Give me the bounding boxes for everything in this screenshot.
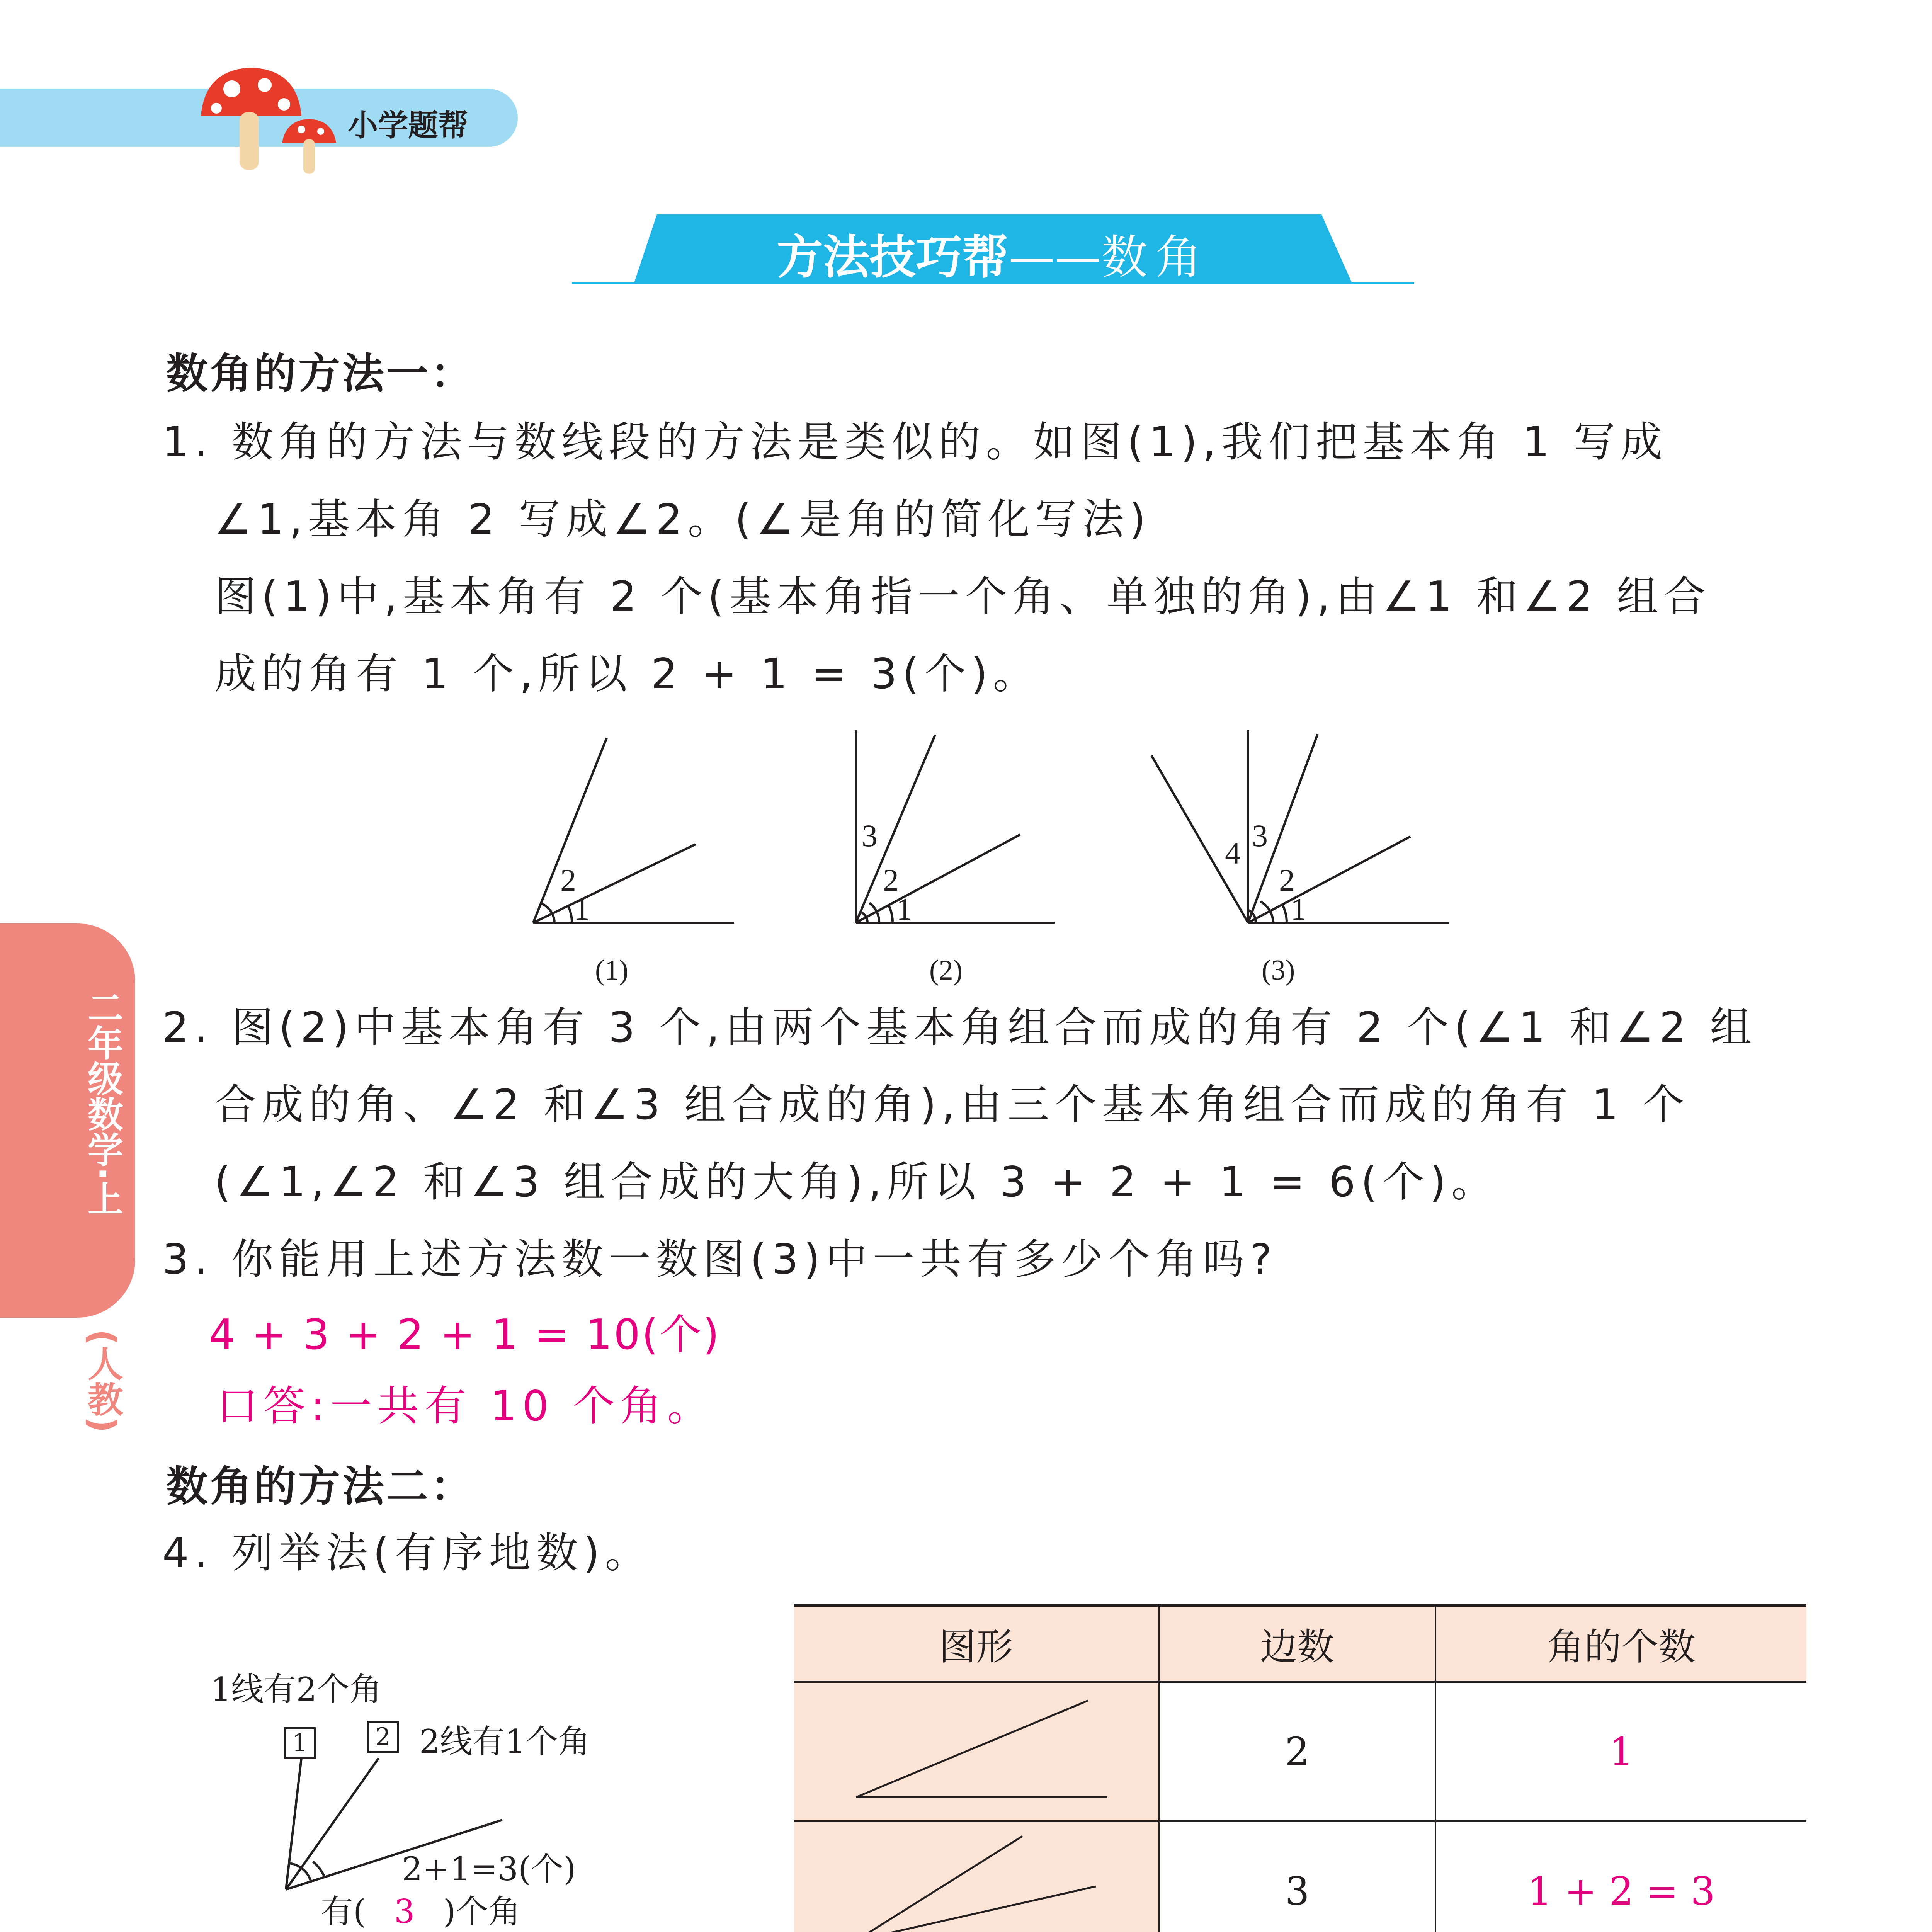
method1-heading: 数角的方法一： <box>166 350 475 398</box>
diagA-label-line1: 1线有2个角 <box>211 1670 382 1708</box>
fig2-ray-a <box>856 835 1020 923</box>
fig2-label-1: 1 <box>896 891 912 927</box>
fig3-label-3: 3 <box>1252 818 1268 853</box>
method1-p1-line3: 图(1)中,基本角有 2 个(基本角指一个角、单独的角),由∠1 和∠2 组合 <box>214 573 1711 621</box>
method1-q3-answer-text: 口答:一共有 10 个角。 <box>216 1382 714 1430</box>
table-shape-cell <box>794 1682 1159 1821</box>
diagA-sum: 2+1=3(个) <box>402 1850 576 1888</box>
side-tab-grade: 二年级数学·上 <box>82 989 123 1216</box>
method1-q3-answer-calc: 4 + 3 + 2 + 1 = 10(个) <box>209 1311 721 1359</box>
fig2-label-2: 2 <box>883 862 899 898</box>
diagA-have <box>321 1886 521 1932</box>
fig2-caption: (2) <box>929 954 963 986</box>
brand-label: 小学题帮 <box>348 108 469 143</box>
shape-2-rays <box>837 1685 1115 1809</box>
table-count-cell: 1 <box>1435 1682 1806 1821</box>
table-header-edges: 边数 <box>1159 1605 1435 1682</box>
table-header-count: 角的个数 <box>1435 1605 1806 1682</box>
fig1-label-2: 2 <box>560 862 576 898</box>
method1-p2-line3: (∠1,∠2 和∠3 组合成的大角),所以 3 + 2 + 1 = 6(个)。 <box>214 1158 1499 1206</box>
table-edges-cell: 3 <box>1159 1821 1435 1932</box>
method1-p1-line4: 成的角有 1 个,所以 2 + 1 = 3(个)。 <box>214 650 1040 698</box>
angle-figures <box>502 719 1468 989</box>
fig3-label-2: 2 <box>1279 862 1295 898</box>
table-count-cell: 1 + 2 = 3 <box>1435 1821 1806 1932</box>
section-title <box>634 220 1352 287</box>
enumeration-table <box>794 1604 1806 1932</box>
table-row <box>794 1682 1806 1821</box>
table-header-shape: 图形 <box>794 1605 1159 1682</box>
table-header-row <box>794 1605 1806 1682</box>
method2-heading: 数角的方法二： <box>166 1463 475 1511</box>
method2-q4: 4. 列举法(有序地数)。 <box>162 1529 652 1577</box>
section-title-dash: —— <box>1009 231 1101 284</box>
side-tab-edition: (人教) <box>82 1329 123 1433</box>
diagA-box2: 2 <box>367 1721 399 1753</box>
diagA-have-suffix: )个角 <box>443 1893 521 1930</box>
mushroom-logo-icon <box>193 58 355 182</box>
fig1-ray-mid <box>533 844 696 923</box>
shape-3-rays <box>837 1825 1115 1932</box>
table-shape-cell <box>794 1821 1159 1932</box>
fig3-label-4: 4 <box>1225 835 1241 871</box>
section-title-topic: 数角 <box>1101 231 1209 284</box>
diagA-box1: 1 <box>284 1727 316 1759</box>
fig3-ray-a <box>1248 837 1410 923</box>
fig3-label-1: 1 <box>1291 891 1306 927</box>
fig1-caption: (1) <box>595 954 629 986</box>
diagA-label-line2: 2线有1个角 <box>419 1723 590 1760</box>
method1-p2-line1: 2. 图(2)中基本角有 3 个,由两个基本角组合而成的角有 2 个(∠1 和∠2 组 <box>162 1003 1757 1052</box>
method1-p2-line2: 合成的角、∠2 和∠3 组合成的角),由三个基本角组合而成的角有 1 个 <box>214 1081 1690 1129</box>
diagA-have-value: 3 <box>394 1893 415 1930</box>
fig3-caption: (3) <box>1262 954 1295 986</box>
method1-p1-line2: ∠1,基本角 2 写成∠2。(∠是角的简化写法) <box>214 495 1151 544</box>
method1-p1-line1: 1. 数角的方法与数线段的方法是类似的。如图(1),我们把基本角 1 写成 <box>162 418 1668 466</box>
diagA-have-prefix: 有( <box>321 1893 366 1930</box>
section-title-main: 方法技巧帮 <box>777 231 1009 284</box>
fig1-label-1: 1 <box>574 891 590 927</box>
method1-q3: 3. 你能用上述方法数一数图(3)中一共有多少个角吗? <box>162 1235 1277 1284</box>
table-edges-cell: 2 <box>1159 1682 1435 1821</box>
table-row <box>794 1821 1806 1932</box>
fig2-label-3: 3 <box>862 818 878 853</box>
